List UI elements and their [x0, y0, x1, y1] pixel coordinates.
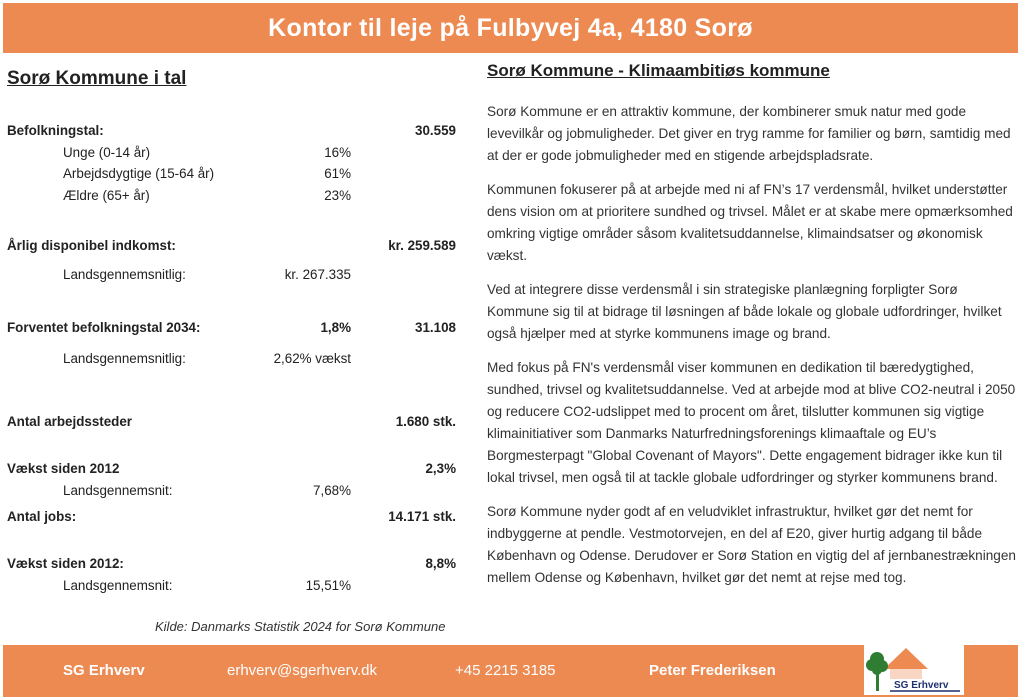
row-mid: 2,62% vækst	[273, 351, 351, 366]
stats-row	[7, 576, 467, 596]
row-label: Arbejdsdygtige (15-64 år)	[63, 166, 215, 181]
row-mid: 23%	[324, 188, 351, 203]
page-title: Kontor til leje på Fulbyvej 4a, 4180 Sorø	[268, 13, 753, 42]
row-mid: 7,68%	[313, 483, 351, 498]
row-label: Årlig disponibel indkomst:	[7, 238, 176, 253]
row-label: Landsgennemsnit:	[63, 578, 173, 593]
paragraph: Med fokus på FN's verdensmål viser kommunen en dedikation til bæredygtighed, sundhed, trivsel og kvalitetsuddannelse. Ved at arbejde mod at blive CO2-neutral i 2050 og reducere CO2-udslippet med to procent om året, tilslutter kommunen sig vigtige klimainitiativer som Danmarks Naturfredningsforenings klimaaftale og EU’s Borgmesterpagt "Global Covenant of Mayors". Dette engagement bidrager ikke kun til lokal trivsel, men også til at tackle globale udfordringer og styrker kommunens brand.	[487, 360, 1016, 485]
paragraph: Sorø Kommune er en attraktiv kommune, der kombinerer smuk natur med gode levevilkår og jobmuligheder. Det giver en tryg ramme for familier og børn, samtidig med at der er gode jobmuligheder med en stigende arbejdspladsrate.	[487, 104, 1011, 163]
stats-row	[7, 481, 467, 501]
stats-row	[7, 143, 467, 163]
row-label: Befolkningstal:	[7, 123, 104, 138]
row-mid: 61%	[324, 166, 351, 181]
stats-row	[7, 236, 467, 256]
row-mid: 15,51%	[305, 578, 351, 593]
row-label: Antal arbejdssteder	[7, 414, 133, 429]
company-logo	[864, 645, 964, 695]
row-mid: kr. 267.335	[284, 267, 351, 282]
footer-contact-person: Peter Frederiksen	[649, 662, 776, 679]
row-label: Vækst siden 2012:	[7, 556, 124, 571]
row-label: Vækst siden 2012	[7, 461, 120, 476]
row-label: Ældre (65+ år)	[63, 188, 150, 203]
row-value: 30.559	[415, 123, 456, 138]
row-label: Landsgennemsnitlig:	[63, 267, 186, 282]
logo-text: SG Erhverv	[894, 680, 949, 691]
paragraph: Sorø Kommune nyder godt af en veludviklet infrastruktur, hvilket gør det nemt for indbyggerne at pendle. Vestmotorvejen, en del af E20, giver hurtig adgang til både København og Odense. Derudover er Sorø Station en vigtig del af jernbanestrækningen mellem Odense og København, hvilket gør det nemt at rejse med tog.	[487, 504, 1016, 585]
row-label: Forventet befolkningstal 2034:	[7, 320, 201, 335]
row-value: 31.108	[415, 320, 456, 335]
stats-row	[7, 265, 467, 285]
row-mid: 1,8%	[320, 320, 351, 335]
stats-row	[7, 164, 467, 184]
row-value: 14.171 stk.	[388, 509, 456, 524]
stats-row	[7, 318, 467, 338]
paragraph: Ved at integrere disse verdensmål i sin strategiske planlægning forpligter Sorø Kommune sig til at bidrage til løsningen af både lokale og globale udfordringer, hvilket også hjælper med at styrke kommunens image og brand.	[487, 282, 1002, 341]
row-label: Antal jobs:	[7, 509, 77, 524]
row-label: Unge (0-14 år)	[63, 145, 151, 160]
stats-title: Sorø Kommune i tal	[7, 68, 187, 89]
row-mid: 16%	[324, 145, 351, 160]
footer-email-link[interactable]: erhverv@sgerhverv.dk	[227, 662, 377, 679]
stats-row	[7, 186, 467, 206]
row-label: Landsgennemsnit:	[63, 483, 173, 498]
stats-row	[7, 459, 467, 479]
stats-row	[7, 507, 467, 527]
source-note: Kilde: Danmarks Statistik 2024 for Sorø Kommune	[155, 619, 446, 634]
footer-phone: +45 2215 3185	[455, 662, 556, 679]
row-value: kr. 259.589	[388, 238, 456, 253]
climate-title: Sorø Kommune - Klimaambitiøs kommune	[487, 61, 830, 80]
stats-row	[7, 554, 467, 574]
row-value: 2,3%	[425, 461, 456, 476]
stats-panel	[7, 68, 477, 90]
row-value: 1.680 stk.	[395, 414, 456, 429]
footer-company: SG Erhverv	[63, 662, 145, 679]
row-value: 8,8%	[425, 556, 456, 571]
stats-row	[7, 412, 467, 432]
stats-row	[7, 349, 467, 369]
row-label: Landsgennemsnitlig:	[63, 351, 186, 366]
paragraph: Kommunen fokuserer på at arbejde med ni af FN’s 17 verdensmål, hvilket understøtter dens vision om at prioritere sundhed og trivsel. Målet er at skabe mere opmærksomhed omkring vigtige områder såsom kvalitetsuddannelse, klimaindsatser og økonomisk vækst.	[487, 182, 1013, 263]
stats-row	[7, 121, 467, 141]
climate-section	[487, 61, 1017, 601]
header-banner	[3, 3, 1018, 53]
